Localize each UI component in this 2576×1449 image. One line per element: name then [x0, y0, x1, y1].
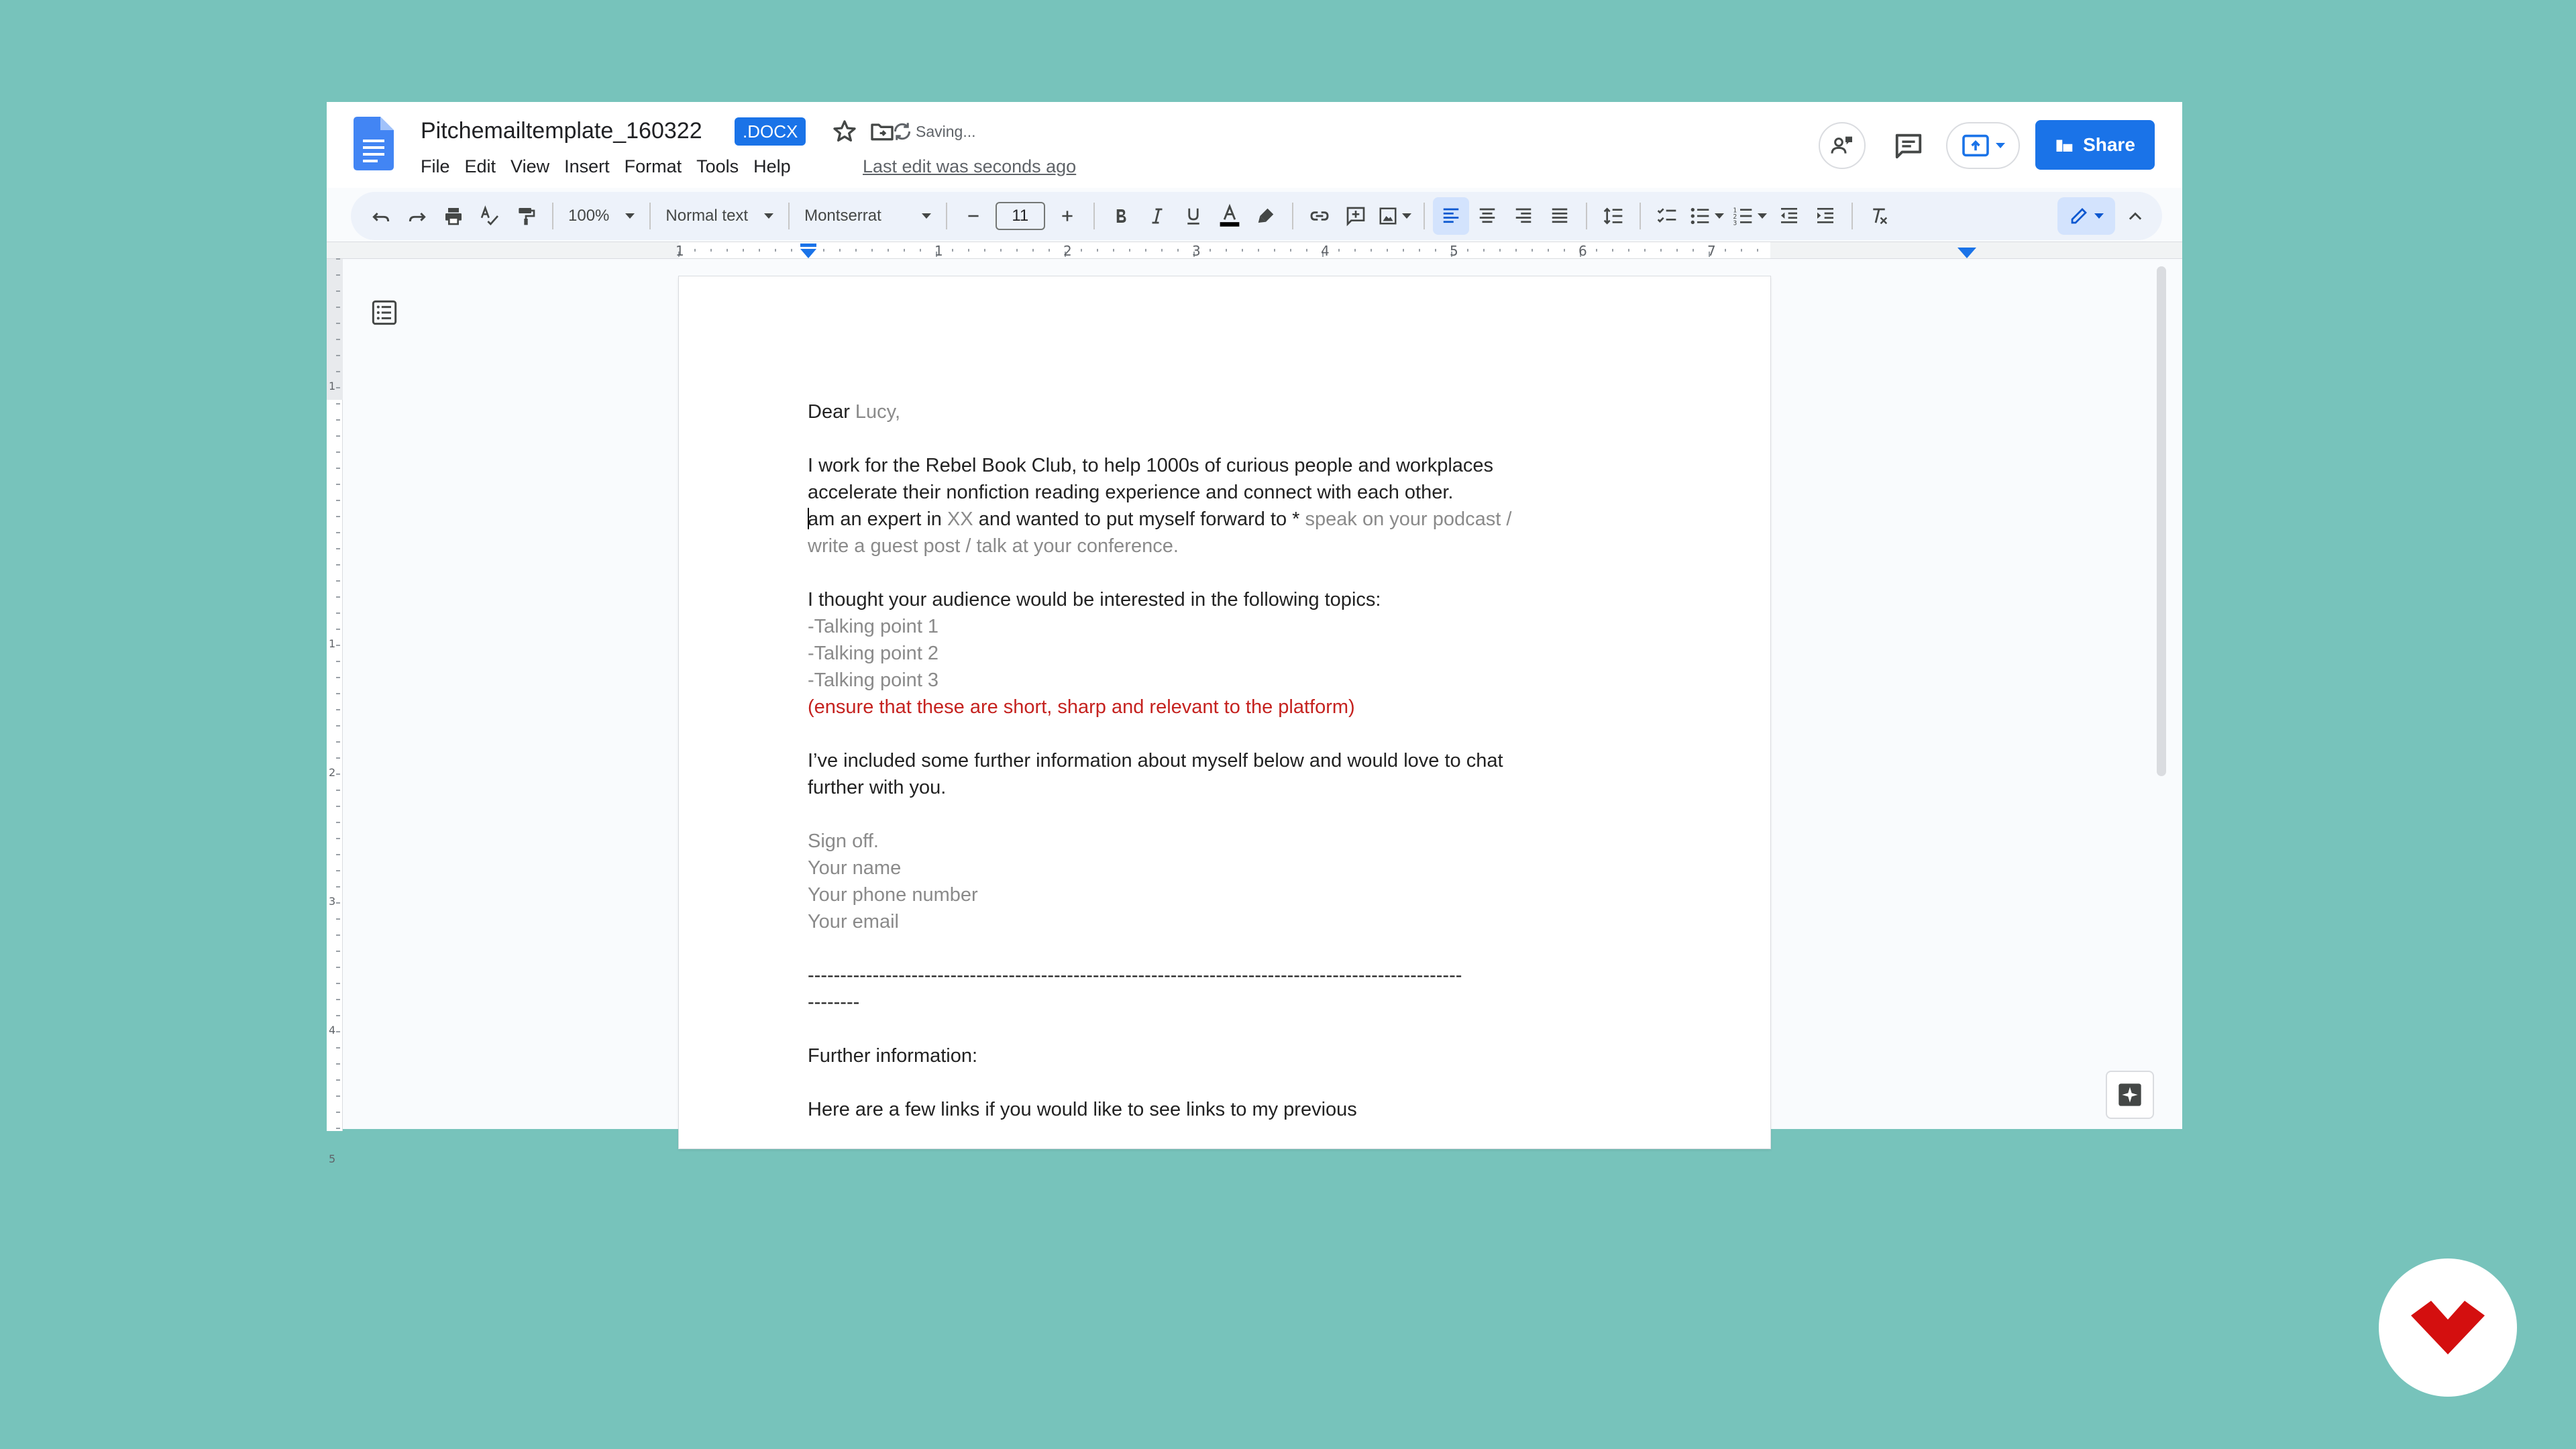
paragraph-style-select[interactable] — [659, 197, 780, 235]
sync-icon — [890, 119, 914, 144]
increase-indent-icon — [1815, 205, 1836, 227]
horizontal-ruler[interactable] — [327, 241, 2182, 259]
ruler-number: 1 — [329, 380, 336, 392]
ruler-number: 7 — [1707, 243, 1716, 259]
align-right-button[interactable] — [1505, 197, 1542, 235]
pencil-icon — [2069, 206, 2089, 226]
menu-insert[interactable]: Insert — [564, 156, 610, 176]
checklist-button[interactable] — [1649, 197, 1685, 235]
justify-button[interactable] — [1542, 197, 1578, 235]
ruler-number: 2 — [1063, 243, 1072, 259]
blank-line — [808, 801, 1653, 828]
vertical-scrollbar[interactable] — [2157, 266, 2166, 776]
document-body[interactable] — [808, 398, 1653, 1123]
vertical-ruler[interactable] — [327, 259, 343, 1165]
body-text: accelerate their nonfiction reading experience and connect with each other. — [808, 482, 1454, 503]
chevron-down-icon — [1758, 213, 1767, 219]
meet-present-button[interactable] — [1946, 122, 2020, 169]
ruler-number: 5 — [329, 1152, 336, 1165]
divider-line: -------- — [808, 991, 860, 1013]
numbered-list-button[interactable] — [1728, 197, 1771, 235]
signoff-text: Sign off. — [808, 830, 879, 852]
svg-text:2: 2 — [1733, 213, 1737, 221]
blank-line — [808, 425, 1653, 452]
line-spacing-icon — [1603, 205, 1624, 227]
decrease-indent-icon — [1778, 205, 1800, 227]
comments-button[interactable] — [1888, 125, 1929, 166]
text-color-icon — [1219, 205, 1240, 227]
highlighter-icon — [1256, 206, 1276, 226]
italic-button[interactable] — [1139, 197, 1175, 235]
editing-mode-button[interactable] — [2057, 197, 2115, 235]
text-color-button[interactable] — [1212, 197, 1248, 235]
save-status: Saving... — [916, 123, 976, 140]
print-button[interactable] — [435, 197, 472, 235]
underline-button[interactable] — [1175, 197, 1212, 235]
ruler-number: 1 — [329, 637, 336, 650]
blank-line — [808, 559, 1653, 586]
history-icon — [1829, 132, 1856, 159]
undo-icon — [370, 205, 392, 227]
share-label: Share — [2083, 134, 2135, 155]
expertise-line — [808, 506, 1653, 533]
ruler-number: 2 — [329, 766, 336, 779]
paint-format-icon — [515, 205, 537, 227]
checklist-icon — [1656, 205, 1678, 227]
minus-icon — [965, 207, 982, 225]
bulleted-list-icon — [1689, 205, 1711, 227]
blank-line — [808, 720, 1653, 747]
underline-icon — [1183, 206, 1203, 226]
paragraph-style-value: Normal text — [665, 207, 749, 225]
align-left-icon — [1441, 206, 1461, 226]
star-icon[interactable] — [831, 118, 858, 145]
numbered-list-icon — [1732, 205, 1754, 227]
link-icon — [1309, 205, 1330, 227]
talking-point: -Talking point 2 — [808, 643, 939, 664]
increase-indent-button[interactable] — [1807, 197, 1843, 235]
insert-link-button[interactable] — [1301, 197, 1338, 235]
section-heading: Further information: — [808, 1045, 978, 1067]
menu-help[interactable]: Help — [753, 156, 791, 176]
add-comment-icon — [1345, 205, 1366, 227]
body-text: further with you. — [808, 777, 947, 798]
ruler-number: 6 — [1578, 243, 1587, 259]
paint-format-button[interactable] — [508, 197, 544, 235]
placeholder-text: speak on your podcast / — [1305, 508, 1512, 530]
blank-line — [808, 1069, 1653, 1096]
docs-window — [327, 102, 2182, 1165]
toolbar-divider — [1851, 203, 1853, 229]
toolbar-divider — [1640, 203, 1641, 229]
people-icon — [2055, 136, 2075, 154]
last-edit-link[interactable]: Last edit was seconds ago — [863, 156, 1077, 176]
spellcheck-icon — [479, 205, 500, 227]
chevron-down-icon — [1996, 143, 2005, 148]
body-text: am an expert in — [808, 508, 947, 530]
menu-tools[interactable]: Tools — [696, 156, 739, 176]
clear-formatting-icon — [1869, 206, 1889, 226]
image-icon — [1378, 206, 1398, 226]
greeting-text: Dear — [808, 401, 855, 423]
bold-icon — [1111, 206, 1131, 226]
decrease-indent-button[interactable] — [1771, 197, 1807, 235]
explore-button[interactable] — [2106, 1071, 2154, 1119]
decrease-font-size-button[interactable] — [955, 197, 991, 235]
menu-edit[interactable]: Edit — [464, 156, 496, 176]
svg-text:1: 1 — [1733, 207, 1737, 215]
signature-email: Your email — [808, 911, 899, 932]
formatting-toolbar — [351, 192, 2162, 240]
left-indent-marker-icon[interactable] — [798, 244, 818, 260]
instruction-note: (ensure that these are short, sharp and relevant to the platform) — [808, 696, 1355, 718]
chevron-down-icon — [1715, 213, 1724, 219]
svg-text:3: 3 — [1733, 219, 1737, 227]
document-page[interactable] — [679, 276, 1770, 1148]
blank-line — [808, 935, 1653, 962]
body-text: I work for the Rebel Book Club, to help 1000s of curious people and workplaces — [808, 455, 1494, 476]
placeholder-text: XX — [947, 508, 973, 530]
spellcheck-button[interactable] — [472, 197, 508, 235]
menu-view[interactable]: View — [511, 156, 550, 176]
chevron-down-icon — [2094, 213, 2104, 219]
google-docs-logo-icon[interactable] — [354, 117, 394, 170]
ruler-number: 1 — [676, 243, 684, 259]
justify-icon — [1550, 206, 1570, 226]
ruler-number: 3 — [329, 895, 336, 908]
signature-name: Your name — [808, 857, 902, 879]
comment-icon — [1893, 130, 1924, 161]
increase-font-size-button[interactable] — [1049, 197, 1085, 235]
menu-bar — [421, 153, 798, 180]
line-spacing-button[interactable] — [1595, 197, 1631, 235]
toolbar-divider — [1424, 203, 1425, 229]
italic-icon — [1147, 206, 1167, 226]
body-text: and wanted to put myself forward to * — [973, 508, 1305, 530]
ruler-number: 5 — [1450, 243, 1458, 259]
menu-file[interactable]: File — [421, 156, 450, 176]
add-comment-button[interactable] — [1338, 197, 1374, 235]
chevron-down-icon — [922, 213, 931, 219]
print-icon — [443, 205, 464, 227]
align-center-button[interactable] — [1469, 197, 1505, 235]
explore-icon — [2116, 1081, 2143, 1108]
font-value: Montserrat — [804, 207, 881, 225]
signature-phone: Your phone number — [808, 884, 978, 906]
recipient-name: Lucy, — [855, 401, 901, 423]
ruler-number: 3 — [1192, 243, 1201, 259]
toolbar-divider — [946, 203, 947, 229]
divider-line: ----------------------------------------------------------------------------------------------------- — [808, 965, 1462, 986]
ruler-ticks — [679, 242, 1770, 258]
chevron-down-icon — [1402, 213, 1411, 219]
ruler-number: 1 — [934, 243, 943, 259]
align-left-button[interactable] — [1433, 197, 1469, 235]
body-text: I’ve included some further information about myself below and would love to chat — [808, 750, 1503, 771]
body-text: I thought your audience would be interested in the following topics: — [808, 589, 1381, 610]
toolbar-divider — [788, 203, 790, 229]
blank-line — [808, 1016, 1653, 1042]
version-history-button[interactable] — [1819, 122, 1866, 169]
font-size-input[interactable]: 11 — [996, 202, 1045, 230]
talking-point: -Talking point 3 — [808, 669, 939, 691]
redo-button[interactable] — [399, 197, 435, 235]
plus-icon — [1059, 207, 1076, 225]
zoom-value: 100% — [568, 207, 610, 225]
menu-format[interactable]: Format — [624, 156, 682, 176]
toolbar-divider — [552, 203, 553, 229]
greeting-line — [808, 398, 1653, 425]
align-right-icon — [1513, 206, 1534, 226]
toolbar-divider — [1292, 203, 1293, 229]
document-title[interactable]: Pitchemailtemplate_160322 — [421, 118, 702, 144]
chevron-up-icon — [2126, 207, 2145, 225]
body-text: Here are a few links if you would like to see links to my previous — [808, 1099, 1357, 1120]
undo-button[interactable] — [363, 197, 399, 235]
chevron-down-icon — [764, 213, 773, 219]
insert-image-button[interactable] — [1374, 197, 1415, 235]
right-indent-marker-icon[interactable] — [1957, 248, 1976, 260]
clear-formatting-button[interactable] — [1861, 197, 1897, 235]
hide-menus-button[interactable] — [2116, 197, 2154, 235]
bold-button[interactable] — [1103, 197, 1139, 235]
chevron-down-icon — [625, 213, 635, 219]
ruler-number: 4 — [1321, 243, 1330, 259]
zoom-select[interactable] — [561, 197, 641, 235]
ruler-number: 4 — [329, 1024, 336, 1036]
highlight-color-button[interactable] — [1248, 197, 1284, 235]
redo-icon — [407, 205, 428, 227]
document-outline-icon[interactable] — [371, 299, 398, 326]
ruler-page-area — [676, 242, 1770, 259]
talking-point: -Talking point 1 — [808, 616, 939, 637]
share-button[interactable] — [2035, 120, 2155, 170]
toolbar-divider — [649, 203, 651, 229]
placeholder-text: write a guest post / talk at your conference. — [808, 535, 1179, 557]
font-select[interactable] — [798, 197, 938, 235]
brand-logo — [2379, 1258, 2517, 1397]
file-type-badge: .DOCX — [735, 117, 806, 146]
toolbar-divider — [1093, 203, 1095, 229]
toolbar-divider — [1586, 203, 1587, 229]
brand-logo-icon — [2411, 1301, 2485, 1354]
title-bar — [327, 102, 2182, 188]
present-icon — [1961, 133, 1990, 158]
align-center-icon — [1477, 206, 1497, 226]
bulleted-list-button[interactable] — [1685, 197, 1728, 235]
